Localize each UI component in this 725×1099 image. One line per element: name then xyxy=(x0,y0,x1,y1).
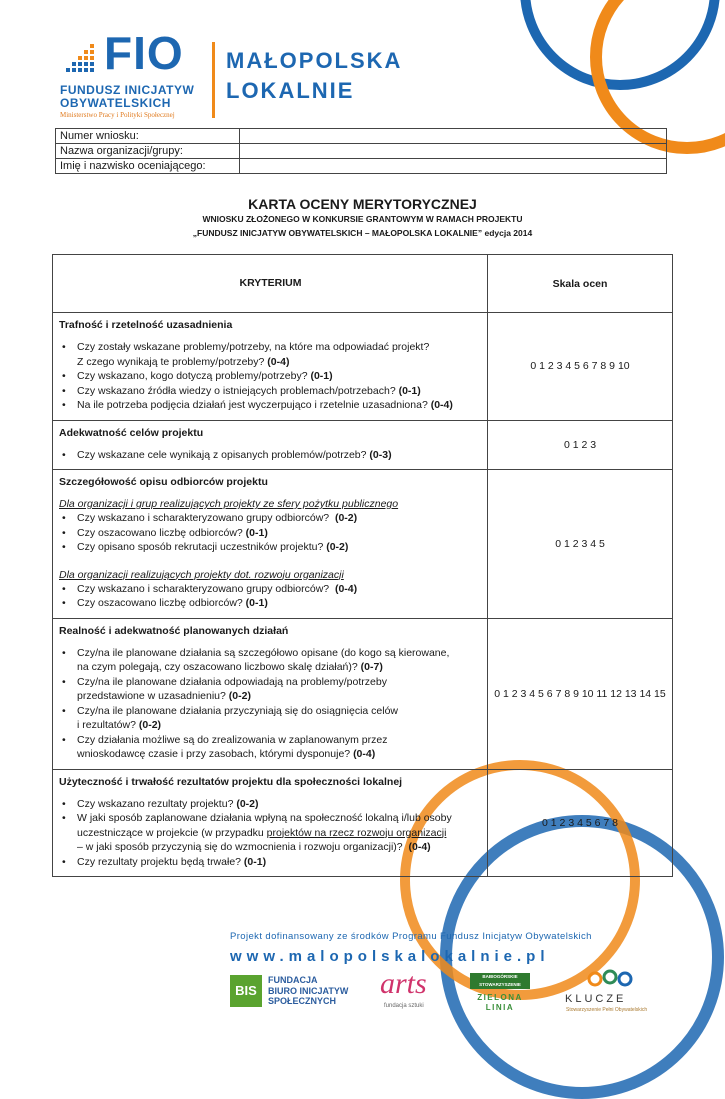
klucze-logo-text: KLUCZE xyxy=(565,993,627,1005)
region-title-line1: MAŁOPOLSKA xyxy=(226,48,403,73)
fio-subtitle-1: FUNDUSZ INICJATYW xyxy=(60,83,195,97)
list-item: • Czy wskazano rezultaty projektu? (0-2) xyxy=(59,797,482,812)
list-item: • Czy opisano sposób rekrutacji uczestników projektu? (0-2) xyxy=(59,540,482,555)
points-range: (0-4) xyxy=(267,355,290,368)
scale-column-header: Skala ocen xyxy=(488,255,673,313)
fio-subtitle-2: OBYWATELSKICH xyxy=(60,96,171,110)
subgroup-heading: Dla organizacji realizujących projekty dot. rozwoju organizacji xyxy=(59,568,344,581)
header-divider xyxy=(212,42,215,118)
list-item: • Czy rezultaty projektu będą trwałe? (0-1) xyxy=(59,855,482,870)
points-range: (0-1) xyxy=(398,384,421,397)
criterion-list xyxy=(59,797,482,870)
scale-cell[interactable]: 0 1 2 3 4 5 xyxy=(488,470,673,619)
website-link[interactable]: www.malopolskalokalnie.pl xyxy=(230,948,550,965)
criterion-title: Adekwatność celów projektu xyxy=(59,426,204,439)
application-number-field[interactable] xyxy=(240,129,667,144)
page-footer xyxy=(0,925,725,1024)
project-name: „FUNDUSZ INICJATYW OBYWATELSKICH – MAŁOPOLSKA LOKALNIE” xyxy=(192,228,483,238)
info-label: Nazwa organizacji/grupy: xyxy=(56,144,240,159)
info-row xyxy=(56,144,667,159)
list-item: • W jaki sposób zaplanowane działania wpłyną na społeczność lokalną i/lub osoby uczestniczące w projekcie (w przypadku projektów na rzecz rozwoju organizacji – w jaki sposób przyczynią się do wzmocnienia i rozwoju organizacji)? (0-4) xyxy=(59,811,482,855)
criterion-list xyxy=(59,646,482,762)
info-label: Numer wniosku: xyxy=(56,129,240,144)
info-row xyxy=(56,159,667,174)
points-range: (0-2) xyxy=(138,719,162,731)
list-item: • Czy wskazano źródła wiedzy o istniejących problemach/potrzebach? (0-1) xyxy=(59,384,482,399)
criterion-title: Szczegółowość opisu odbiorców projektu xyxy=(59,476,268,488)
subgroup-heading: Dla organizacji i grup realizujących projekty ze sfery pożytku publicznego xyxy=(59,498,399,510)
list-item: • Czy oszacowano liczbę odbiorców? (0-1) xyxy=(59,526,482,541)
list-item: • Czy działania możliwe są do zrealizowania w zaplanowanym przez wnioskodawcę czasie i przy zasobach, którymi dysponuje? (0-4) xyxy=(59,733,482,762)
points-range: (0-1) xyxy=(245,526,268,539)
criterion-title: Realność i adekwatność planowanych działań xyxy=(59,624,289,637)
page-header xyxy=(0,0,725,125)
scale-cell[interactable]: 0 1 2 3 4 5 6 7 8 xyxy=(488,769,673,877)
document-title: KARTA OCENY MERYTORYCZNEJ xyxy=(248,196,477,212)
list-item: • Czy wskazano i scharakteryzowano grupy odbiorców? (0-2) xyxy=(59,511,482,526)
criterion-cell xyxy=(53,420,488,470)
bis-logo-text: FUNDACJA BIURO INICJATYW SPOŁECZNYCH xyxy=(268,975,349,1006)
criteria-table xyxy=(52,254,673,877)
edition: edycja 2014 xyxy=(484,228,533,238)
list-item: • Czy zostały wskazane problemy/potrzeby, na które ma odpowiadać projekt? Z czego wynikają te problemy/potrzeby? (0-4) xyxy=(59,340,482,369)
points-range: (0-4) xyxy=(353,748,376,760)
criterion-cell xyxy=(53,313,488,421)
document-subtitle-1: WNIOSKU ZŁOŻONEGO W KONKURSIE GRANTOWYM W RAMACH PROJEKTU xyxy=(202,214,523,224)
criterion-row xyxy=(53,313,673,421)
list-item: • Czy/na ile planowane działania są szczegółowo opisane (do kogo są kierowane, na czym polegają, czy oszacowano liczbowo skalę działań)? (0-7) xyxy=(59,646,482,675)
criterion-list xyxy=(59,340,482,413)
list-item: • Czy/na ile planowane działania odpowiadają na problemy/potrzeby przedstawione w uzasadnieniu? (0-2) xyxy=(59,675,482,704)
points-range: (0-2) xyxy=(228,690,251,702)
list-item: • Czy wskazano i scharakteryzowano grupy odbiorców? (0-4) xyxy=(59,582,482,597)
bis-logo-icon: BIS xyxy=(230,975,262,1007)
points-range: (0-4) xyxy=(430,399,453,411)
organization-name-field[interactable] xyxy=(240,144,667,159)
ministry-text: Ministerstwo Pracy i Polityki Społecznej xyxy=(60,111,175,119)
scale-cell[interactable]: 0 1 2 3 4 5 6 7 8 9 10 11 12 13 14 15 xyxy=(488,618,673,769)
criterion-title: Trafność i rzetelność uzasadnienia xyxy=(59,319,233,331)
points-range: (0-2) xyxy=(334,512,358,524)
criterion-row xyxy=(53,618,673,769)
criterion-title: Użyteczność i trwałość rezultatów projektu dla społeczności lokalnej xyxy=(59,775,403,788)
list-item: • Czy oszacowano liczbę odbiorców? (0-1) xyxy=(59,596,482,611)
criterion-row xyxy=(53,420,673,470)
klucze-keys-logo-icon xyxy=(585,967,635,993)
criterion-cell xyxy=(53,618,488,769)
criterion-column-header: KRYTERIUM xyxy=(53,255,488,313)
points-range: (0-2) xyxy=(236,797,259,810)
criterion-cell xyxy=(53,769,488,877)
funding-note: Projekt dofinansowany ze środków Programu Fundusz Inicjatyw Obywatelskich xyxy=(230,931,592,942)
document-subtitle-2 xyxy=(0,228,725,238)
criterion-row xyxy=(53,769,673,877)
points-range: (0-2) xyxy=(326,541,349,553)
applicant-info-table xyxy=(55,128,667,174)
criterion-row xyxy=(53,470,673,619)
criterion-list xyxy=(59,582,482,611)
points-range: (0-3) xyxy=(369,448,392,461)
zielona-linia-logo-header: BABIOGÓRSKIE STOWARZYSZENIE xyxy=(470,973,530,989)
arts-logo: arts xyxy=(380,967,427,1000)
klucze-logo-subtitle: Stowarzyszenie Pełni Obywatelskich xyxy=(566,1007,648,1013)
points-range: (0-1) xyxy=(243,855,267,868)
points-range: (0-7) xyxy=(360,661,383,673)
criterion-cell xyxy=(53,470,488,619)
points-range: (0-4) xyxy=(408,841,431,853)
scale-cell[interactable]: 0 1 2 3 xyxy=(488,420,673,470)
fio-logo-text: FIO xyxy=(104,27,184,79)
zielona-linia-logo-text: ZIELONA LINIA xyxy=(477,993,523,1012)
info-label: Imię i nazwisko oceniającego: xyxy=(56,159,240,174)
arts-logo-subtitle: fundacja sztuki xyxy=(384,1003,424,1009)
points-range: (0-1) xyxy=(245,597,268,609)
criterion-list xyxy=(59,511,482,555)
list-item: • Czy/na ile planowane działania przyczyniają się do osiągnięcia celów i rezultatów? (0-2) xyxy=(59,704,482,733)
evaluator-name-field[interactable] xyxy=(240,159,667,174)
points-range: (0-4) xyxy=(334,582,358,595)
list-item: • Na ile potrzeba podjęcia działań jest wyczerpująco i rzetelnie uzasadniona? (0-4) xyxy=(59,398,482,413)
info-row xyxy=(56,129,667,144)
list-item: • Czy wskazane cele wynikają z opisanych problemów/potrzeb? (0-3) xyxy=(59,448,482,463)
fio-dots-logo-icon xyxy=(62,42,96,76)
points-range: (0-1) xyxy=(310,370,333,382)
region-title-line2: LOKALNIE xyxy=(226,78,355,103)
scale-cell[interactable]: 0 1 2 3 4 5 6 7 8 9 10 xyxy=(488,313,673,421)
criterion-list xyxy=(59,448,482,463)
list-item: • Czy wskazano, kogo dotyczą problemy/potrzeby? (0-1) xyxy=(59,369,482,384)
table-header-row xyxy=(53,255,673,313)
